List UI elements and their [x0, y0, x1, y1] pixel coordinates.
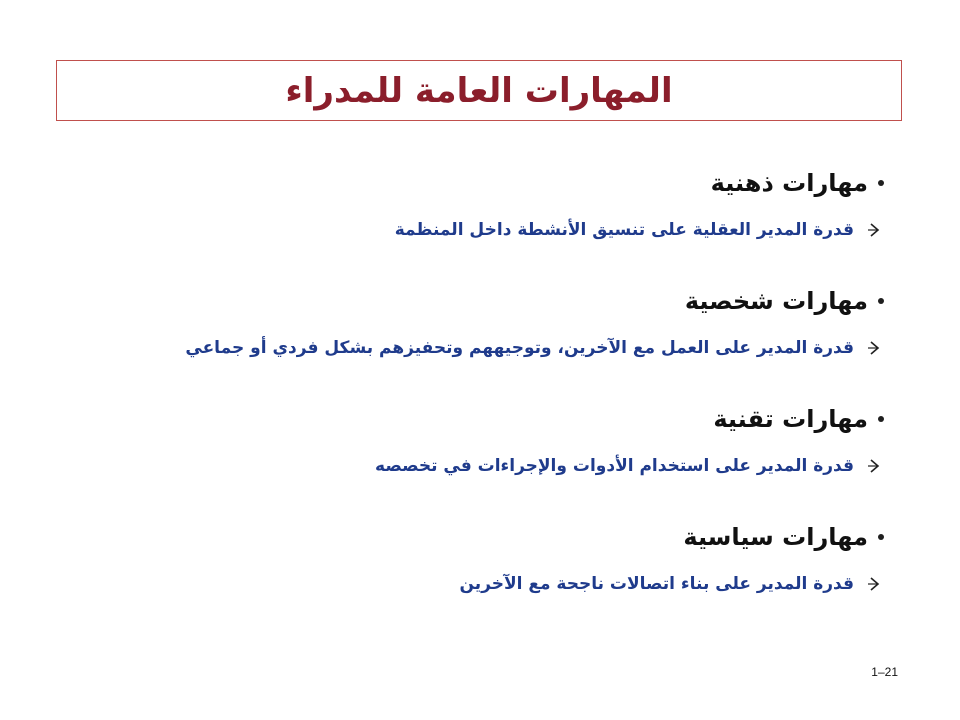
skill-section: [0, 168, 960, 288]
skill-detail: [375, 454, 884, 478]
bullet-dot-icon: [878, 534, 884, 540]
arrow-right-icon: [866, 221, 884, 239]
skill-heading: [711, 168, 884, 198]
skill-section: [0, 286, 960, 406]
bullet-dot-icon: [878, 298, 884, 304]
bullet-dot-icon: [878, 416, 884, 422]
skill-detail-text: قدرة المدير العقلية على تنسيق الأنشطة داخل المنظمة: [394, 220, 854, 240]
skill-section: [0, 404, 960, 524]
arrow-right-icon: [866, 339, 884, 357]
skill-heading: [685, 286, 884, 316]
title-box: [56, 60, 902, 121]
skill-heading-text: مهارات تقنية: [713, 405, 868, 433]
skill-heading-text: مهارات سياسية: [683, 523, 868, 551]
skill-detail-text: قدرة المدير على استخدام الأدوات والإجراءات في تخصصه: [375, 456, 854, 476]
skill-heading: [713, 404, 884, 434]
skill-heading-text: مهارات ذهنية: [710, 169, 868, 197]
slide-number: 1–21: [871, 665, 898, 679]
skill-detail: [185, 336, 884, 360]
skill-detail: [395, 218, 884, 242]
arrow-right-icon: [866, 575, 884, 593]
arrow-right-icon: [866, 457, 884, 475]
skill-heading-text: مهارات شخصية: [684, 287, 868, 315]
skill-detail-text: قدرة المدير على العمل مع الآخرين، وتوجيههم وتحفيزهم بشكل فردي أو جماعي: [185, 338, 854, 358]
skill-section: [0, 522, 960, 642]
skill-detail-text: قدرة المدير على بناء اتصالات ناجحة مع الآخرين: [459, 574, 854, 594]
skill-heading: [683, 522, 884, 552]
slide-title: المهارات العامة للمدراء: [285, 70, 673, 111]
bullet-dot-icon: [878, 180, 884, 186]
skill-detail: [459, 572, 884, 596]
